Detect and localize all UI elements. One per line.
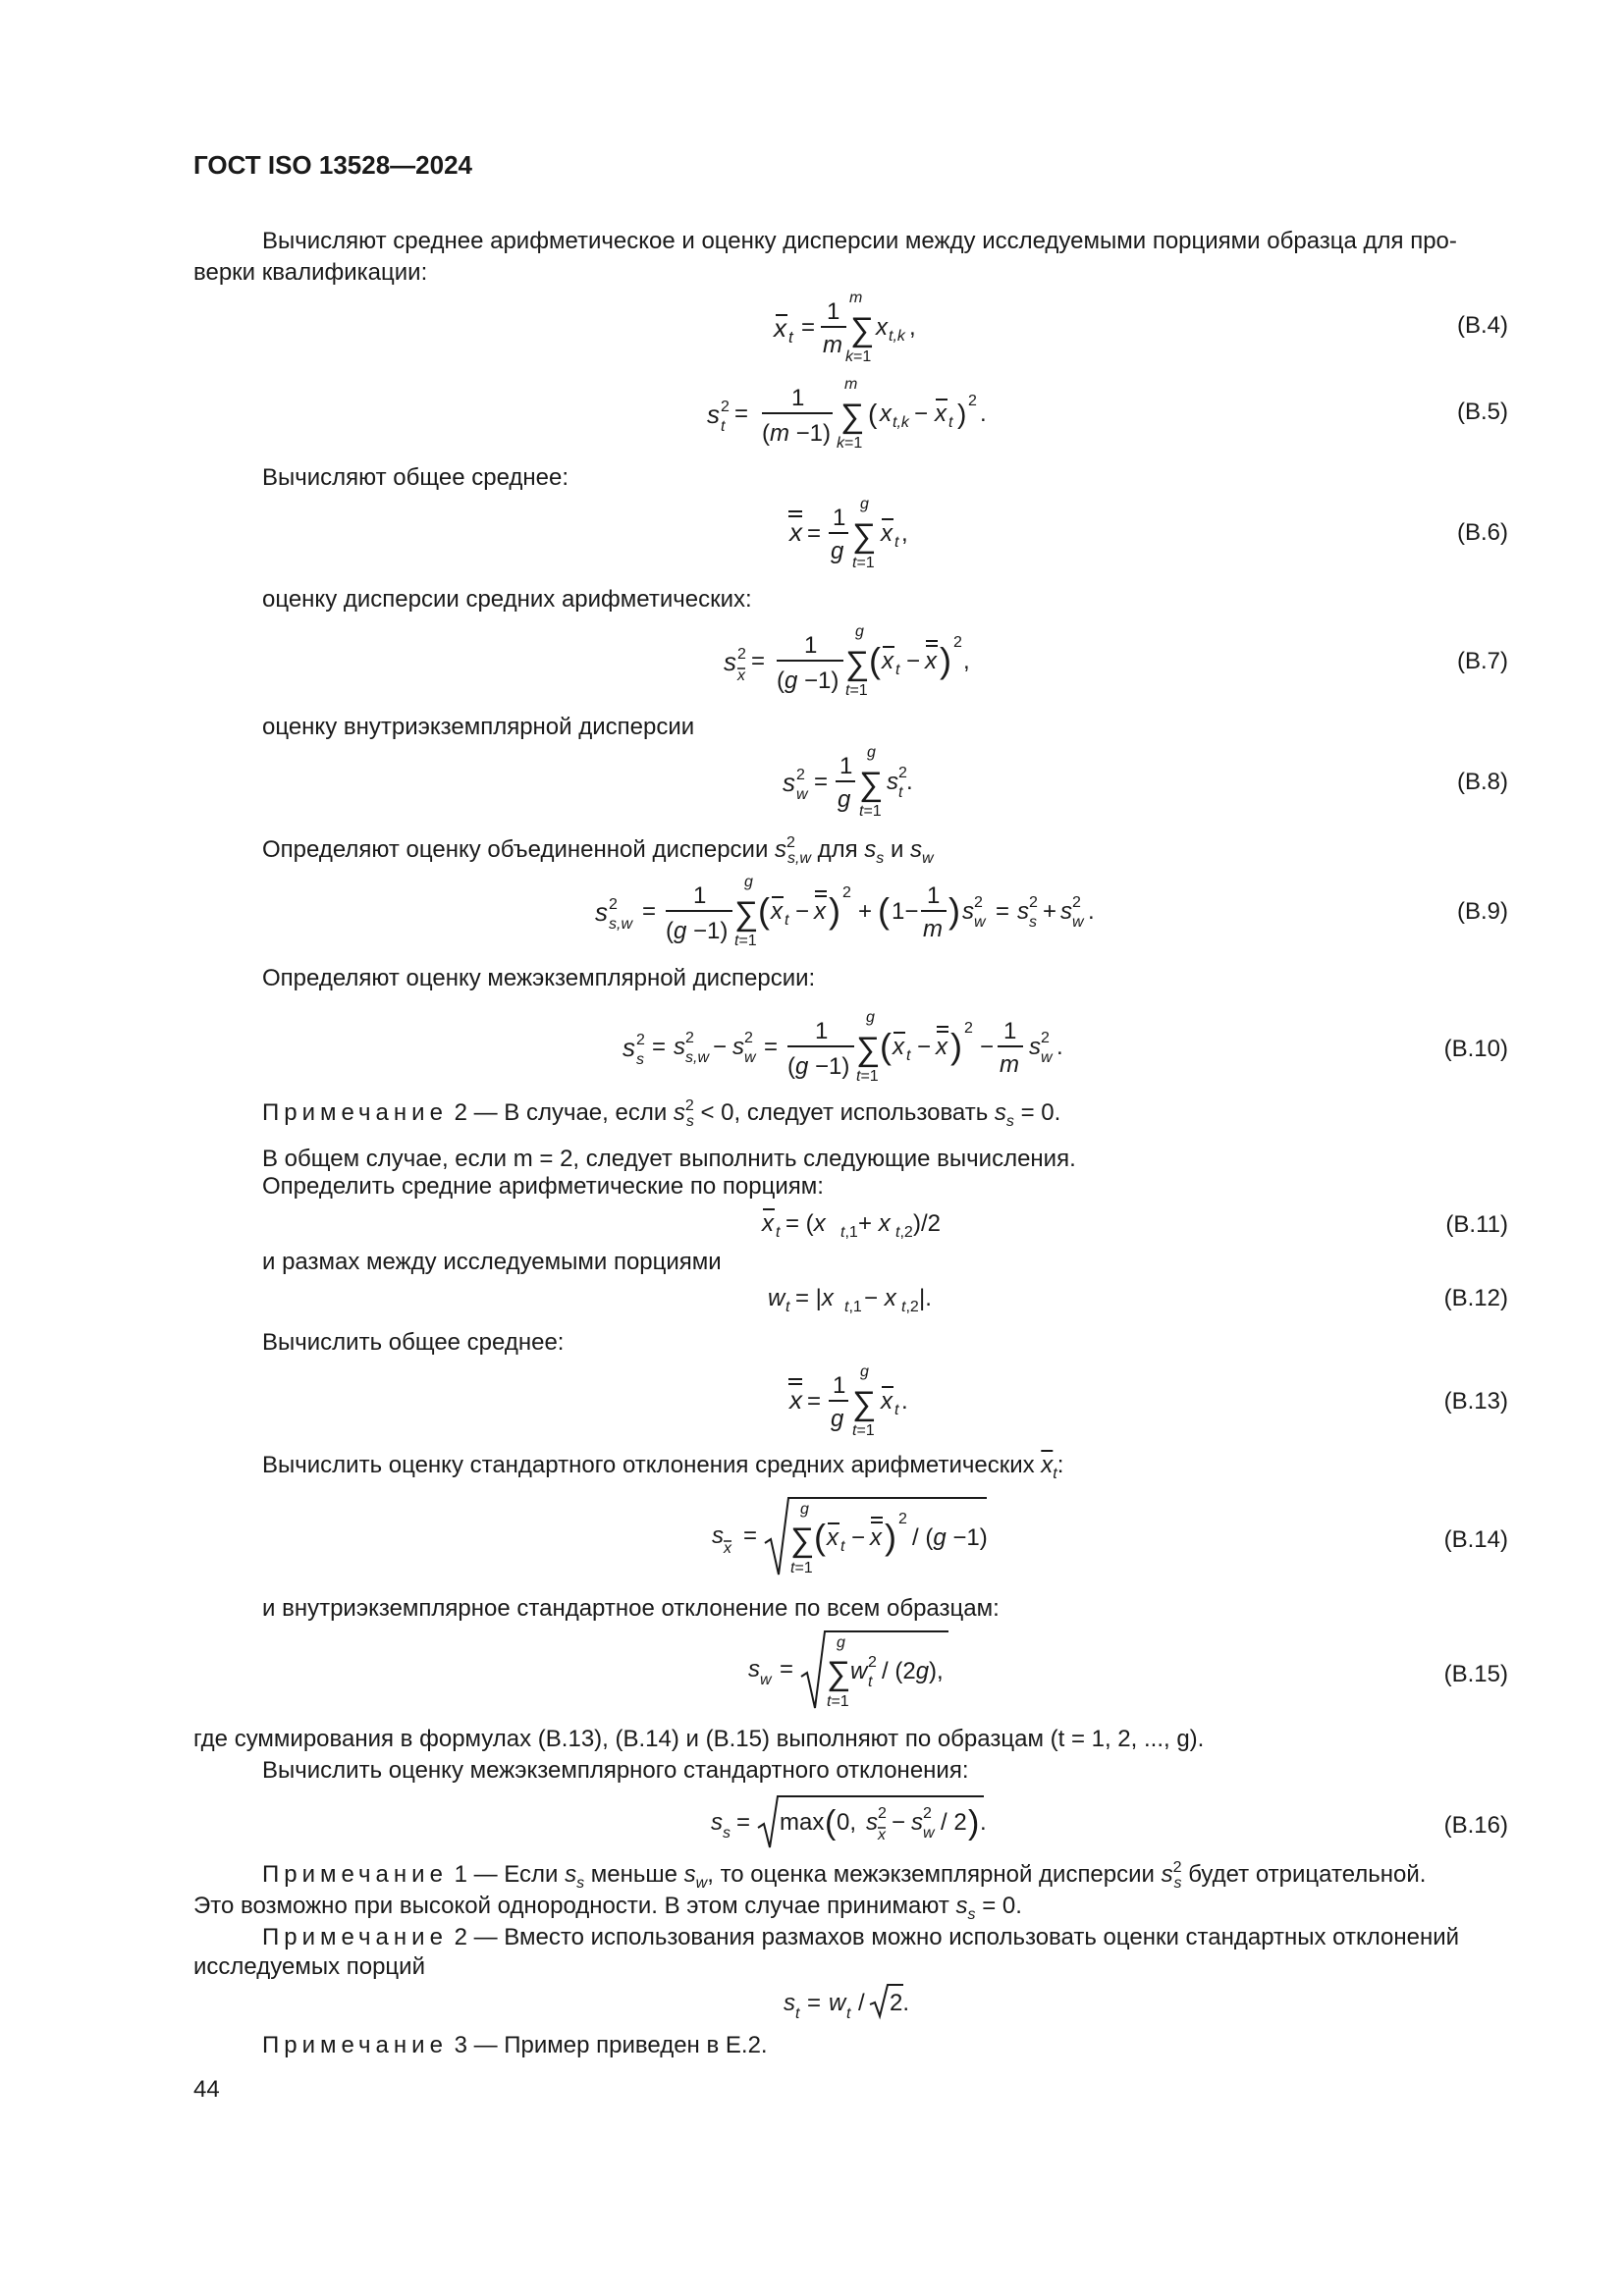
- paragraph-intro-line2: верки квалификации:: [193, 259, 428, 286]
- equation-b9: [591, 874, 1121, 952]
- svg-text:1: 1: [927, 882, 941, 909]
- equation-number-b16: (B.16): [1443, 1812, 1508, 1839]
- svg-text:m: m: [1000, 1051, 1019, 1078]
- svg-text:(g −1): (g −1): [777, 667, 839, 694]
- svg-text:∑: ∑: [850, 311, 875, 348]
- svg-text:=: =: [736, 1809, 751, 1836]
- svg-text:s,w: s,w: [685, 1049, 709, 1066]
- equation-b16: [709, 1792, 1003, 1851]
- svg-text:t=1: t=1: [790, 1560, 813, 1576]
- equation-b10: [619, 1009, 1110, 1088]
- svg-text:w: w: [744, 1049, 756, 1066]
- note-text: меньше: [590, 1861, 677, 1888]
- svg-text:x: x: [882, 648, 893, 674]
- svg-text:x: x: [935, 400, 947, 427]
- svg-text:2: 2: [953, 634, 962, 651]
- svg-text:)/2: )/2: [913, 1210, 942, 1237]
- svg-text:/ (2g),: / (2g),: [882, 1658, 944, 1684]
- svg-text:m: m: [844, 376, 858, 393]
- svg-text:−: −: [980, 1034, 995, 1060]
- svg-text:+: +: [858, 898, 873, 925]
- svg-text:2: 2: [923, 1805, 932, 1822]
- svg-text:(: (: [878, 890, 890, 931]
- svg-text:1: 1: [827, 298, 840, 325]
- svg-text:x: x: [925, 648, 937, 674]
- svg-text:x: x: [878, 1827, 886, 1843]
- equation-b12: [768, 1278, 964, 1317]
- svg-text:=: =: [996, 898, 1010, 925]
- note-label: Примечание: [262, 1861, 448, 1888]
- svg-text:.: .: [1088, 898, 1095, 925]
- svg-text:t=1: t=1: [852, 555, 875, 571]
- svg-text:t=1: t=1: [859, 803, 882, 820]
- pooled-variance-for: для: [817, 836, 858, 863]
- svg-text:=: =: [807, 520, 822, 547]
- svg-text:): ): [829, 890, 840, 931]
- note-text-end2: = 0.: [1020, 1099, 1061, 1126]
- note-1-line1: Примечание 1 — Если $s_s$ меньше $s_w$, то оценка межэкземплярной дисперсии $s^2_s$ будет отрицательной.: [262, 1859, 1427, 1892]
- svg-text:−: −: [892, 1809, 906, 1836]
- svg-text:t,k: t,k: [893, 414, 909, 431]
- svg-text:g: g: [800, 1501, 809, 1518]
- paragraph-between-variance: Определяют оценку межэкземплярной дисперсии:: [262, 965, 816, 991]
- note-text: 3 — Пример приведен в E.2.: [454, 2032, 768, 2058]
- svg-text:x: x: [771, 898, 783, 925]
- svg-text:(: (: [880, 1026, 892, 1066]
- note-text: = 0.: [982, 1893, 1022, 1919]
- equation-number-b15: (B.15): [1443, 1661, 1508, 1687]
- svg-text:max: max: [780, 1809, 825, 1836]
- svg-text:.: .: [1056, 1034, 1063, 1060]
- note-text: Это возможно при высокой однородности. В этом случае принимают: [193, 1893, 949, 1919]
- svg-text:t: t: [906, 1047, 911, 1064]
- page-number: 44: [193, 2076, 220, 2103]
- equation-b8: [779, 744, 946, 823]
- pooled-variance-text: Определяют оценку объединенной дисперсии: [262, 836, 769, 863]
- svg-text:∑: ∑: [840, 398, 865, 435]
- equation-number-b5: (B.5): [1456, 399, 1508, 425]
- svg-text:=: =: [734, 400, 749, 427]
- svg-text:s: s: [866, 1809, 878, 1836]
- svg-text:m: m: [823, 332, 842, 358]
- svg-text:∑: ∑: [790, 1522, 815, 1559]
- paragraph-std-means: Вычислить оценку стандартного отклонения средних арифметических $\overline{x}_t$:: [262, 1452, 1064, 1482]
- note-text: 2 — Вместо использования размахов можно использовать оценки стандартных отклонений: [454, 1924, 1460, 1950]
- svg-text:.: .: [980, 400, 987, 427]
- svg-text:1: 1: [833, 505, 846, 531]
- svg-text:1: 1: [1003, 1018, 1017, 1044]
- svg-text:t,1: t,1: [840, 1224, 858, 1241]
- svg-text:g: g: [831, 538, 844, 564]
- svg-text:w: w: [829, 1990, 846, 2016]
- svg-text:=: =: [780, 1656, 794, 1682]
- svg-text:s: s: [595, 897, 608, 927]
- svg-text:(: (: [869, 640, 881, 680]
- svg-text:(: (: [814, 1517, 826, 1557]
- equation-b15: [746, 1628, 982, 1712]
- svg-text:−: −: [914, 400, 929, 427]
- svg-text:g: g: [837, 1634, 845, 1651]
- svg-text:s: s: [724, 647, 736, 676]
- svg-text:∑: ∑: [856, 1031, 881, 1068]
- svg-text:t: t: [948, 414, 953, 431]
- svg-text:=: =: [764, 1034, 779, 1060]
- svg-text:s: s: [732, 1034, 744, 1060]
- svg-text:t=1: t=1: [827, 1693, 849, 1710]
- svg-text:t: t: [785, 1299, 790, 1315]
- svg-text:g: g: [860, 496, 869, 512]
- svg-text:2: 2: [974, 894, 983, 911]
- svg-text:= (x: = (x: [785, 1210, 826, 1237]
- svg-text:s: s: [911, 1809, 923, 1836]
- std-means-text: Вычислить оценку стандартного отклонения средних арифметических: [262, 1452, 1035, 1478]
- svg-text:(g −1): (g −1): [787, 1053, 850, 1080]
- svg-text:t: t: [894, 534, 899, 551]
- svg-text:x: x: [774, 313, 786, 343]
- paragraph-between-std: Вычислить оценку межэкземплярного стандартного отклонения:: [262, 1757, 969, 1784]
- svg-text:2: 2: [737, 646, 746, 663]
- svg-text:/: /: [858, 1990, 865, 2016]
- equation-number-b8: (B.8): [1456, 769, 1508, 795]
- svg-text:+: +: [1043, 898, 1057, 925]
- svg-text:=: =: [801, 314, 816, 341]
- equation-number-b9: (B.9): [1456, 898, 1508, 925]
- svg-text:g: g: [866, 1009, 875, 1026]
- svg-text:,: ,: [909, 314, 916, 341]
- paragraph-portion-means: Определить средние арифметические по порциям:: [262, 1173, 824, 1200]
- svg-text:): ): [885, 1517, 896, 1557]
- note-text: , то оценка межэкземплярной дисперсии: [707, 1861, 1155, 1888]
- svg-text:): ): [950, 1026, 962, 1066]
- svg-text:∑: ∑: [859, 766, 884, 803]
- svg-text:t: t: [795, 2005, 800, 2022]
- note-2-line1: [262, 1922, 1459, 1953]
- svg-text:t: t: [840, 1538, 845, 1555]
- svg-text:s: s: [623, 1033, 635, 1062]
- svg-text:(g −1): (g −1): [666, 918, 729, 944]
- svg-text:): ): [968, 1804, 980, 1842]
- svg-text:=: =: [814, 769, 829, 795]
- svg-text:2: 2: [721, 399, 730, 415]
- svg-text:0,: 0,: [837, 1809, 857, 1836]
- svg-text:2: 2: [636, 1032, 645, 1048]
- note-text: 2 — В случае, если: [454, 1099, 668, 1126]
- equation-b13: [785, 1363, 933, 1442]
- svg-text:x: x: [762, 1210, 774, 1237]
- svg-text:m: m: [923, 916, 943, 942]
- svg-text:s: s: [1029, 914, 1037, 931]
- svg-text:∑: ∑: [734, 895, 759, 933]
- note-label: Примечание: [262, 1099, 448, 1126]
- svg-text:,: ,: [963, 648, 970, 674]
- svg-text:t,2: t,2: [901, 1299, 919, 1315]
- svg-text:2: 2: [842, 884, 851, 901]
- note-text-end: < 0, следует использовать: [700, 1099, 989, 1126]
- svg-text:x: x: [876, 314, 888, 341]
- equation-number-b10: (B.10): [1443, 1036, 1508, 1062]
- svg-text:1−: 1−: [892, 898, 919, 925]
- paragraph-intro-line1: Вычисляют среднее арифметическое и оценку дисперсии между исследуемыми порциями образца для про-: [262, 228, 1457, 254]
- svg-text:t: t: [898, 784, 903, 801]
- svg-text:s,w: s,w: [609, 916, 632, 933]
- pooled-variance-and: и: [890, 836, 904, 863]
- note-text: будет отрицательной.: [1188, 1861, 1427, 1888]
- svg-text:1: 1: [839, 753, 853, 779]
- note-text: 1 — Если: [454, 1861, 559, 1888]
- svg-text:s: s: [636, 1051, 644, 1068]
- svg-text:∑: ∑: [852, 1385, 877, 1422]
- svg-text:+ x: + x: [858, 1210, 891, 1237]
- svg-text:s: s: [723, 1825, 731, 1842]
- svg-text:x: x: [789, 517, 802, 547]
- svg-text:−: −: [851, 1524, 866, 1551]
- svg-text:2: 2: [1029, 894, 1038, 911]
- equation-number-b12: (B.12): [1443, 1285, 1508, 1311]
- svg-text:x: x: [724, 1540, 731, 1557]
- svg-text:=: =: [807, 1388, 822, 1415]
- svg-text:(m −1): (m −1): [762, 420, 832, 447]
- svg-text:x: x: [881, 1388, 893, 1415]
- svg-text:g: g: [867, 744, 876, 761]
- svg-text:x: x: [737, 667, 745, 684]
- svg-text:2: 2: [744, 1030, 753, 1046]
- svg-text:−: −: [795, 898, 810, 925]
- svg-text:−: −: [713, 1034, 728, 1060]
- svg-text:2: 2: [1041, 1030, 1050, 1046]
- svg-text:∑: ∑: [827, 1655, 851, 1692]
- svg-text:x: x: [881, 520, 893, 547]
- svg-text:1: 1: [815, 1018, 829, 1044]
- svg-text:2: 2: [868, 1654, 877, 1671]
- svg-text:s: s: [1029, 1034, 1041, 1060]
- svg-text:x: x: [814, 898, 826, 925]
- svg-text:∑: ∑: [845, 645, 870, 682]
- svg-text:s: s: [711, 1809, 723, 1836]
- svg-text:w: w: [796, 786, 808, 803]
- svg-text:s: s: [674, 1034, 685, 1060]
- svg-text:): ): [957, 399, 967, 429]
- equation-number-b13: (B.13): [1443, 1388, 1508, 1415]
- paragraph-variance-means: оценку дисперсии средних арифметических:: [262, 586, 752, 613]
- svg-text:s: s: [707, 400, 720, 429]
- svg-text:2: 2: [796, 767, 805, 783]
- svg-text:w: w: [768, 1285, 785, 1311]
- svg-text:.: .: [901, 1388, 908, 1415]
- paragraph-summation-note: где суммирования в формулах (B.13), (B.14) и (B.15) выполняют по образцам (t = 1, 2, ..., g).: [193, 1726, 1205, 1752]
- svg-text:∑: ∑: [852, 517, 877, 555]
- equation-number-b6: (B.6): [1456, 519, 1508, 546]
- svg-text:t=1: t=1: [734, 933, 757, 949]
- svg-text:.: .: [980, 1809, 987, 1836]
- equation-b11: [760, 1203, 956, 1243]
- equation-st-sqrt2: [782, 1981, 939, 2024]
- svg-text:2: 2: [1072, 894, 1081, 911]
- svg-text:=: =: [751, 648, 766, 674]
- svg-text:w: w: [974, 914, 986, 931]
- svg-text:k=1: k=1: [845, 348, 872, 365]
- svg-text:t,k: t,k: [889, 328, 905, 345]
- svg-text:s: s: [784, 1990, 795, 2016]
- paragraph-overall-mean: Вычисляют общее среднее:: [262, 464, 569, 491]
- svg-text:t=1: t=1: [845, 682, 868, 699]
- svg-text:t: t: [788, 328, 793, 347]
- svg-text:t=1: t=1: [852, 1422, 875, 1439]
- svg-text:t: t: [894, 1402, 899, 1418]
- svg-text:w: w: [923, 1825, 935, 1842]
- svg-text:1: 1: [791, 385, 805, 411]
- svg-text:t: t: [868, 1674, 873, 1690]
- svg-text:2: 2: [968, 393, 977, 409]
- svg-text:(: (: [825, 1804, 837, 1842]
- svg-text:x: x: [880, 400, 892, 427]
- equation-number-b7: (B.7): [1456, 648, 1508, 674]
- svg-text:t,2: t,2: [895, 1224, 913, 1241]
- svg-text:s: s: [962, 898, 974, 925]
- svg-text:/ (g −1): / (g −1): [912, 1524, 988, 1551]
- svg-text:− x: − x: [864, 1285, 896, 1311]
- svg-text:2: 2: [898, 1511, 907, 1527]
- svg-text:s: s: [1060, 898, 1072, 925]
- svg-text:t: t: [776, 1224, 781, 1241]
- svg-text:m: m: [849, 290, 863, 306]
- svg-text:): ): [948, 890, 960, 931]
- equation-b6: [785, 496, 933, 574]
- document-header: ГОСТ ISO 13528—2024: [193, 150, 473, 180]
- svg-text:2: 2: [609, 896, 618, 913]
- svg-text:t: t: [721, 418, 726, 435]
- svg-text:1: 1: [833, 1372, 846, 1399]
- svg-text:g: g: [831, 1406, 844, 1432]
- svg-text:t=1: t=1: [856, 1068, 879, 1085]
- paragraph-within-std: и внутриэкземплярное стандартное отклонение по всем образцам:: [262, 1595, 1000, 1622]
- paragraph-overall-mean-2: Вычислить общее среднее:: [262, 1329, 565, 1356]
- svg-text:x: x: [893, 1034, 904, 1060]
- svg-text:w: w: [850, 1658, 868, 1684]
- svg-text:2: 2: [685, 1030, 694, 1046]
- note-negative-variance: Примечание 2 — В случае, если $s^2_s < 0$, следует использовать $s_s = 0$.: [262, 1097, 1061, 1130]
- svg-text:g: g: [855, 623, 864, 640]
- svg-text:|.: |.: [919, 1285, 932, 1311]
- paragraph-range: и размах между исследуемыми порциями: [262, 1249, 722, 1275]
- equation-b7: [720, 623, 995, 702]
- svg-text:2: 2: [898, 765, 907, 781]
- svg-text:w: w: [1072, 914, 1084, 931]
- equation-number-b11: (B.11): [1445, 1211, 1508, 1238]
- equation-number-b14: (B.14): [1443, 1526, 1508, 1553]
- svg-text:.: .: [906, 769, 913, 795]
- svg-text:g: g: [860, 1363, 869, 1380]
- svg-text:= |x: = |x: [795, 1285, 834, 1311]
- equation-b4: [766, 290, 962, 368]
- svg-text:g: g: [838, 786, 851, 813]
- svg-text:1: 1: [804, 632, 818, 659]
- equation-number-b4: (B.4): [1456, 312, 1508, 339]
- svg-text:x: x: [936, 1034, 947, 1060]
- svg-text:(: (: [758, 890, 770, 931]
- svg-text:t: t: [846, 2005, 851, 2022]
- svg-text:2: 2: [964, 1020, 973, 1037]
- svg-text:s: s: [887, 769, 898, 795]
- equation-b5: [703, 376, 1017, 454]
- svg-text:t: t: [895, 662, 900, 678]
- svg-text:−: −: [906, 648, 921, 674]
- note-2-line2: исследуемых порций: [193, 1953, 425, 1980]
- svg-text:(: (: [868, 399, 878, 429]
- svg-text:2: 2: [878, 1805, 887, 1822]
- svg-text:w: w: [1041, 1049, 1053, 1066]
- svg-text:s: s: [783, 768, 795, 797]
- paragraph-within-variance: оценку внутриэкземплярной дисперсии: [262, 714, 695, 740]
- svg-text:1: 1: [693, 882, 707, 909]
- svg-text:s: s: [748, 1656, 760, 1682]
- svg-text:=: =: [807, 1990, 822, 2016]
- svg-text:−: −: [917, 1034, 932, 1060]
- svg-text:s: s: [712, 1522, 724, 1549]
- svg-text:x: x: [789, 1385, 802, 1415]
- svg-text:w: w: [760, 1672, 772, 1688]
- svg-text:x: x: [827, 1524, 839, 1551]
- svg-text:2.: 2.: [890, 1990, 910, 2016]
- note-3: [262, 2030, 768, 2061]
- note-1-line2: Это возможно при высокой однородности. В этом случае принимают $s_s = 0$.: [193, 1893, 1022, 1923]
- paragraph-pooled-variance: Определяют оценку объединенной дисперсии $s^2_{s,w}$ для $s_s$ и $s_w$: [262, 834, 934, 867]
- svg-text:x: x: [870, 1524, 882, 1551]
- svg-text:g: g: [744, 874, 753, 890]
- svg-text:,: ,: [901, 520, 908, 547]
- svg-text:k=1: k=1: [837, 435, 863, 452]
- svg-text:=: =: [642, 898, 657, 925]
- equation-b14: [710, 1494, 1004, 1578]
- svg-text:s: s: [1017, 898, 1029, 925]
- svg-text:t: t: [785, 912, 789, 929]
- paragraph-m-equals-2: В общем случае, если m = 2, следует выполнить следующие вычисления.: [262, 1146, 1076, 1172]
- svg-text:t,1: t,1: [844, 1299, 862, 1315]
- svg-text:=: =: [743, 1522, 758, 1549]
- svg-text:=: =: [652, 1034, 667, 1060]
- note-label: Примечание: [262, 2032, 448, 2058]
- svg-text:/ 2: / 2: [941, 1809, 967, 1836]
- note-label: Примечание: [262, 1924, 448, 1950]
- svg-text:): ): [940, 640, 951, 680]
